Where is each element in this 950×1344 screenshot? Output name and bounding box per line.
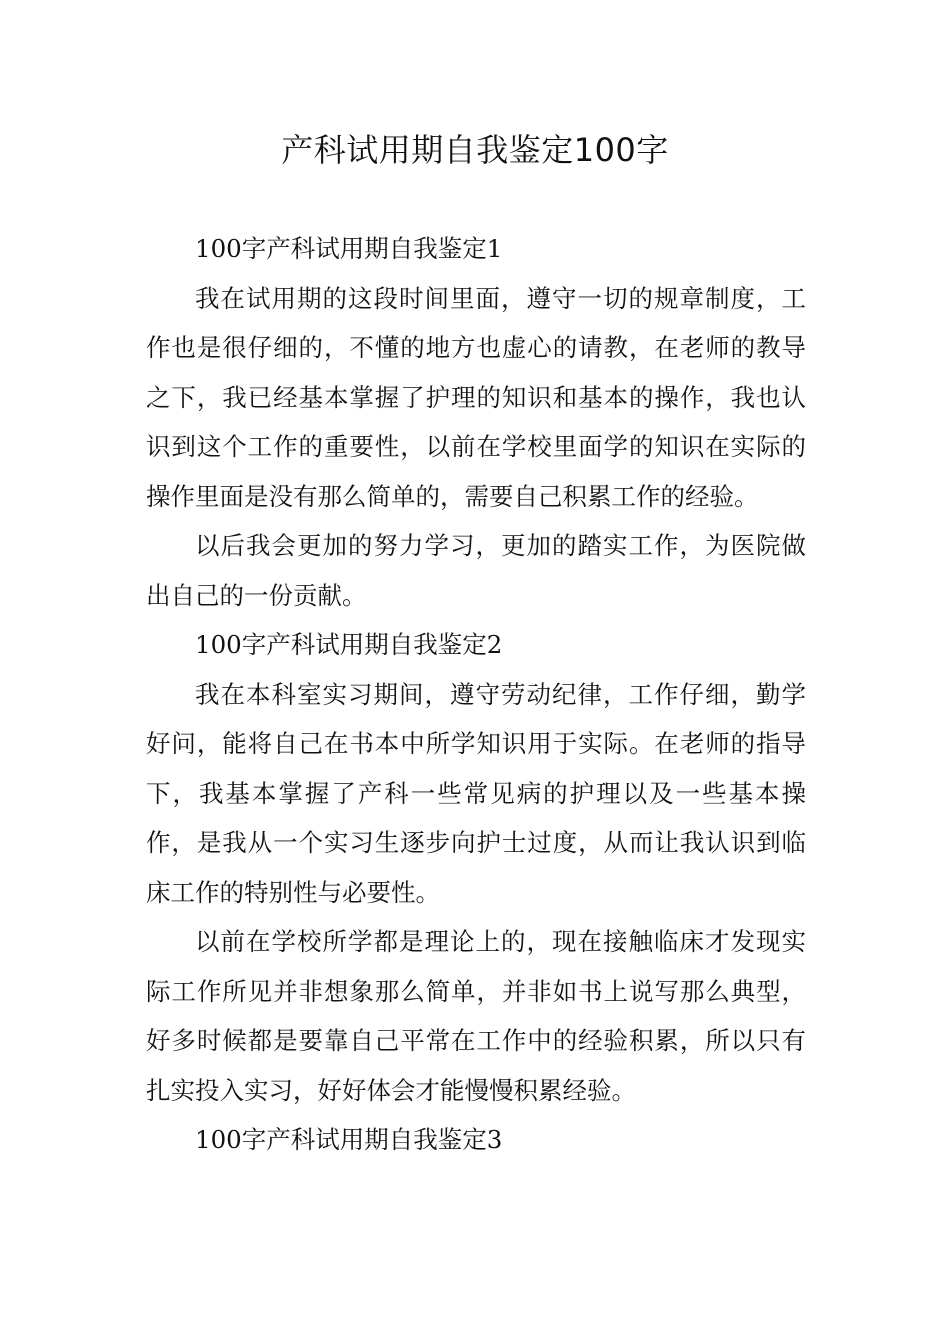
- section-heading-3: 100字产科试用期自我鉴定3: [195, 1125, 503, 1154]
- document-body: [146, 224, 806, 1165]
- paragraph: 以后我会更加的努力学习，更加的踏实工作，为医院做出自己的一份贡献。: [146, 531, 806, 610]
- paragraph: 我在本科室实习期间，遵守劳动纪律，工作仔细，勤学好问，能将自己在书本中所学知识用于实际。在老师的指导下，我基本掌握了产科一些常见病的护理以及一些基本操作，是我从一个实习生逐步向护士过度，从而让我认识到临床工作的特别性与必要性。: [146, 679, 806, 907]
- document-title: 产科试用期自我鉴定100字: [281, 131, 669, 169]
- paragraph: 我在试用期的这段时间里面，遵守一切的规章制度，工作也是很仔细的，不懂的地方也虚心的请教，在老师的教导之下，我已经基本掌握了护理的知识和基本的操作，我也认识到这个工作的重要性，以前在学校里面学的知识在实际的操作里面是没有那么简单的，需要自己积累工作的经验。: [146, 283, 806, 511]
- section-heading-2: 100字产科试用期自我鉴定2: [195, 630, 503, 659]
- section-heading-1: 100字产科试用期自我鉴定1: [195, 234, 503, 263]
- paragraph: 以前在学校所学都是理论上的，现在接触临床才发现实际工作所见并非想象那么简单，并非如书上说写那么典型，好多时候都是要靠自己平常在工作中的经验积累，所以只有扎实投入实习，好好体会才能慢慢积累经验。: [146, 927, 806, 1105]
